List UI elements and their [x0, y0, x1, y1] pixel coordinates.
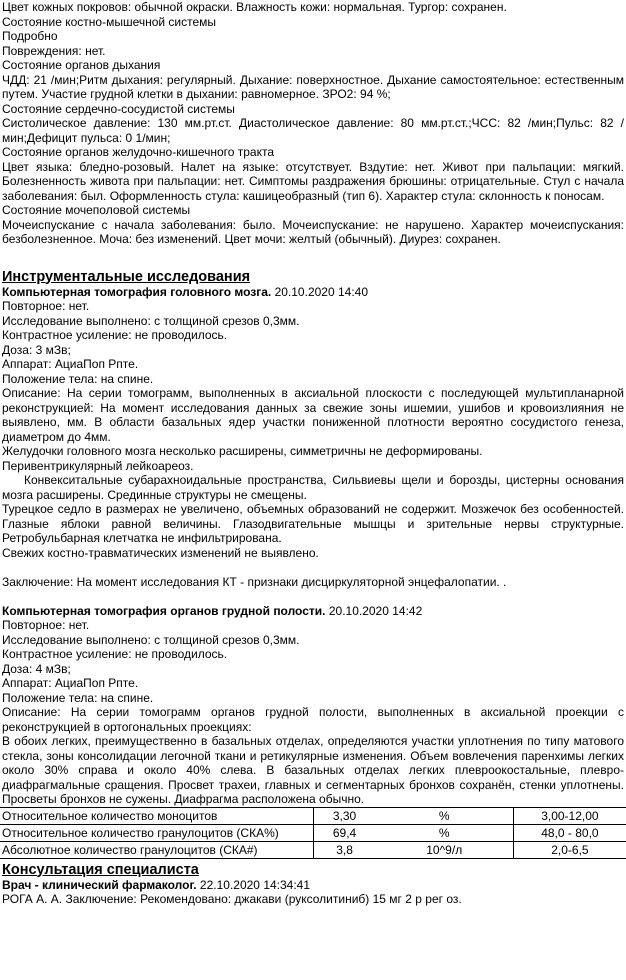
gi-heading: Состояние органов желудочно-кишечного тракта — [2, 145, 275, 159]
ct-chest-device: Аппарат: АциаПоп Рпте. — [2, 676, 139, 690]
lab-value: 3,30 — [313, 807, 376, 824]
consultation-datetime: 22.10.2020 14:34:41 — [199, 877, 311, 892]
lab-results-table — [0, 807, 626, 859]
instrumental-heading: Инструментальные исследования — [2, 268, 251, 285]
gi-text: Цвет языка: бледно-розовый. Налет на языке: отсутствует. Вздутие: нет. Живот при пальпации: мягкий. Болезненность живота при пальпации: нет. Симптомы раздражения брюшины: отрицательные. Стул с начала заболевания: был. Оформленность стула: кашицеобразный (тип 6). Характер стула: склонность к поносам. — [2, 159, 624, 203]
cardio-heading: Состояние сердечно-сосудистой системы — [2, 101, 235, 116]
urogenital-text: Мочеиспускание с начала заболевания: было. Мочеиспускание: не нарушено. Характер мочеиспускания: безболезненное. Моча: без изменений. Цвет мочи: желтый (обычный). Диурез: сохранен. — [2, 217, 624, 246]
ct-chest-findings: В обоих легких, преимущественно в базальных отделах, определяются участки уплотнения по типу матового стекла, зоны консолидации легочной ткани и ретикулярные изменения. Объем вовлечения паренхимы легких около 30% справа и около 40% слева. В базальных отделах легких плевроокостальные, плевро-диафрагмальные сращения. Просвет трахеи, главных и сегментарных бронхов сохранён, стенки уплотнены. Просветы бронхов не сужены. Диафрагма расположена обычно. — [2, 734, 624, 806]
ct-chest-contrast: Контрастное усиление: не проводилось. — [2, 647, 228, 661]
status-section — [2, 0, 624, 247]
lab-name: Относительное количество гранулоцитов (СКА%) — [0, 824, 313, 841]
ct-head-title: Компьютерная томография головного мозга. — [2, 284, 272, 299]
lab-ref: 2,0-6,5 — [513, 841, 626, 858]
ct-chest-position: Положение тела: на спине. — [2, 690, 154, 705]
ct-chest-dose: Доза: 4 мЗв; — [2, 661, 71, 676]
lab-ref: 3,00-12,00 — [513, 807, 626, 824]
details-label: Подробно — [2, 29, 58, 43]
lab-value: 69,4 — [313, 824, 376, 841]
lab-name: Абсолютное количество гранулоцитов (СКА#) — [0, 841, 313, 858]
lab-ref: 48,0 - 80,0 — [513, 824, 626, 841]
ct-head-ventricles: Желудочки головного мозга несколько расширены, симметричны не деформированы. — [2, 444, 483, 458]
lab-unit: % — [376, 824, 514, 841]
cardio-text: Систолическое давление: 130 мм.рт.ст. Диастолическое давление: 80 мм.рт.ст.;ЧСС: 82 /мин;Пульс: 82 /мин;Дефицит пульса: 0 1/мин; — [2, 116, 624, 145]
urogenital-heading: Состояние мочеполовой системы — [2, 203, 191, 217]
ct-head-dose: Доза: 3 мЗв; — [2, 342, 71, 357]
table-row — [0, 807, 626, 824]
ct-head-contrast: Контрастное усиление: не проводилось. — [2, 328, 228, 342]
ct-head-description: Описание: На серии томограмм, выполненных в аксиальной плоскости с последующей мультипланарной реконструкцией: На момент исследования данных за свежие зоны ишемии, ушибов и кровоизлияния не выявлено, мм. В области базальных ядер участки пониженной плотности вероятно сосудистого генеза, диаметром до 4мм. — [2, 386, 624, 444]
ct-head-sella: Турецкое седло в размерах не увеличено, объемных образований не содержит. Мозжечок без особенностей. Глазные яблоки равной величины. Глазодвигательные мышцы и зрительные нервы структурные. Ретробульбарная клетчатка не инфильтрирована. — [2, 502, 624, 545]
consultation-heading: Консультация специалиста — [2, 861, 199, 878]
ct-chest-description: Описание: На серии томограмм органов грудной полости, выполненных в аксиальной проекции с реконструкцией в ортогональных проекциях: — [2, 705, 624, 734]
consultation-text: РОГА А. А. Заключение: Рекомендовано: джакави (руксолитиниб) 15 мг 2 р рег оз. — [2, 892, 462, 906]
ct-head-header — [2, 285, 624, 300]
ct-chest-datetime: 20.10.2020 14:42 — [328, 603, 423, 618]
ct-head-datetime: 20.10.2020 14:40 — [274, 284, 368, 299]
ct-head-repeat: Повторное: нет. — [2, 299, 90, 313]
consultation-title: Врач - клинический фармаколог. — [2, 877, 197, 892]
lab-name: Относительное количество моноцитов — [0, 807, 313, 824]
ct-chest-slices: Исследование выполнено: с толщиной срезов 0,3мм. — [2, 632, 300, 647]
injuries-line: Повреждения: нет. — [2, 43, 106, 58]
lab-unit: 10^9/л — [376, 841, 514, 858]
table-row — [0, 824, 626, 841]
ct-chest-header — [2, 604, 624, 619]
instrumental-section — [2, 269, 624, 807]
ct-head-leukoaraiosis: Перивентрикулярный лейкоареоз. — [2, 458, 194, 473]
table-row — [0, 841, 626, 858]
lab-unit: % — [376, 807, 514, 824]
respiratory-text: ЧДД: 21 /мин;Ритм дыхания: регулярный. Дыхание: поверхностное. Дыхание самостоятельное: естественным путем. Участие грудной клетки в дыхании: равномерное. ЗРО2: 94 %; — [2, 72, 624, 101]
ct-head-device: Аппарат: АциаПоп Рпте. — [2, 357, 139, 371]
ct-head-spaces: Конвекситальные субарахноидальные пространства, Сильвиевы щели и борозды, цистерны основания мозга расширены. Срединные структуры не смещены. — [2, 473, 624, 502]
ct-chest-repeat: Повторное: нет. — [2, 618, 90, 632]
consultation-header — [2, 878, 624, 893]
consultation-section — [2, 862, 624, 907]
ct-chest-title: Компьютерная томография органов грудной полости. — [2, 603, 326, 618]
skin-line: Цвет кожных покровов: обычной окраски. Влажность кожи: нормальная. Тургор: сохранен. — [2, 0, 507, 14]
ct-head-conclusion: Заключение: На момент исследования КТ - признаки дисциркуляторной энцефалопатии. . — [2, 574, 507, 589]
respiratory-heading: Состояние органов дыхания — [2, 58, 161, 72]
lab-value: 3,8 — [313, 841, 376, 858]
ct-head-slices: Исследование выполнено: с толщиной срезов 0,3мм. — [2, 313, 300, 328]
musculoskeletal-heading: Состояние костно-мышечной системы — [2, 14, 217, 29]
ct-head-bones: Свежих костно-травматических изменений не выявлено. — [2, 545, 319, 560]
ct-head-position: Положение тела: на спине. — [2, 371, 154, 386]
